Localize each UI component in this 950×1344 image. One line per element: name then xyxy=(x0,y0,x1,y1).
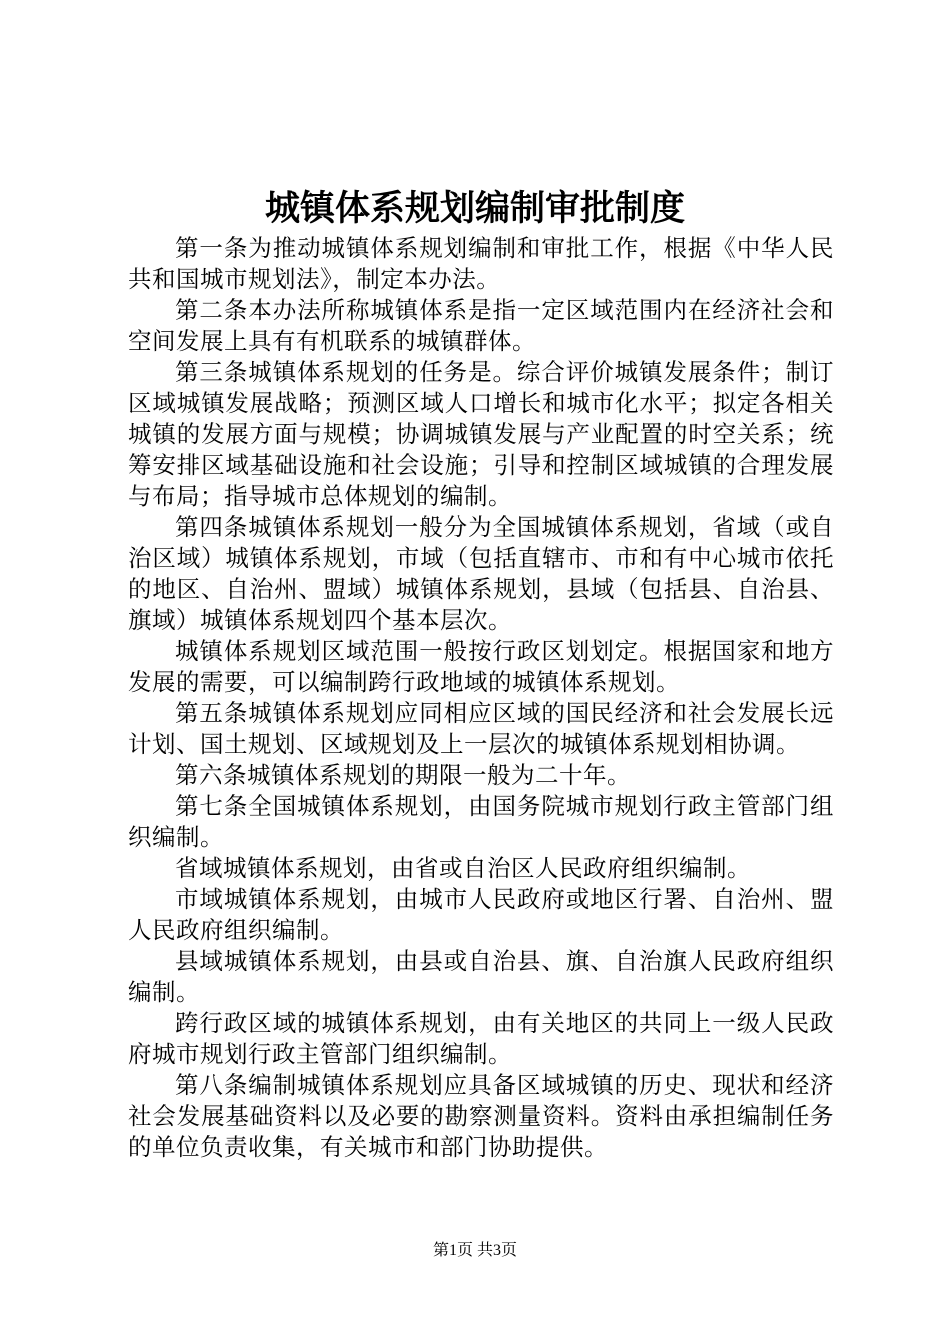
paragraph-7: 第六条城镇体系规划的期限一般为二十年。 xyxy=(175,761,631,789)
paragraph-11: 县域城镇体系规划，由县或自治县、旗、自治旗人民政府组织编制。 xyxy=(128,947,834,1006)
paragraph-4: 第四条城镇体系规划一般分为全国城镇体系规划，省域（或自治区域）城镇体系规划，市域（包括直辖市、市和有中心城市依托的地区、自治州、盟域）城镇体系规划，县域（包括县、自治县、旗域）城镇体系规划四个基本层次。 xyxy=(128,513,834,634)
paragraph-6: 第五条城镇体系规划应同相应区域的国民经济和社会发展长远计划、国土规划、区域规划及上一层次的城镇体系规划相协调。 xyxy=(128,699,834,758)
paragraph-1: 第一条为推动城镇体系规划编制和审批工作，根据《中华人民共和国城市规划法》，制定本办法。 xyxy=(128,234,834,293)
paragraph-10: 市域城镇体系规划，由城市人民政府或地区行署、自治州、盟人民政府组织编制。 xyxy=(128,885,834,944)
paragraph-5: 城镇体系规划区域范围一般按行政区划划定。根据国家和地方发展的需要，可以编制跨行政地域的城镇体系规划。 xyxy=(128,637,834,696)
paragraph-3: 第三条城镇体系规划的任务是。综合评价城镇发展条件；制订区域城镇发展战略；预测区域人口增长和城市化水平；拟定各相关城镇的发展方面与规模；协调城镇发展与产业配置的时空关系；统筹安排区域基础设施和社会设施；引导和控制区域城镇的合理发展与布局；指导城市总体规划的编制。 xyxy=(128,358,834,510)
paragraph-13: 第八条编制城镇体系规划应具备区域城镇的历史、现状和经济社会发展基础资料以及必要的勘察测量资料。资料由承担编制任务的单位负责收集，有关城市和部门协助提供。 xyxy=(128,1071,834,1161)
paragraph-2: 第二条本办法所称城镇体系是指一定区域范围内在经济社会和空间发展上具有有机联系的城镇群体。 xyxy=(128,296,834,355)
paragraph-8: 第七条全国城镇体系规划，由国务院城市规划行政主管部门组织编制。 xyxy=(128,792,834,851)
paragraph-9: 省域城镇体系规划，由省或自治区人民政府组织编制。 xyxy=(175,854,751,882)
page-footer: 第1页 共3页 xyxy=(432,1242,517,1259)
document-body xyxy=(128,233,834,1163)
document-title: 城镇体系规划编制审批制度 xyxy=(264,188,685,229)
paragraph-12: 跨行政区域的城镇体系规划，由有关地区的共同上一级人民政府城市规划行政主管部门组织编制。 xyxy=(128,1009,834,1068)
